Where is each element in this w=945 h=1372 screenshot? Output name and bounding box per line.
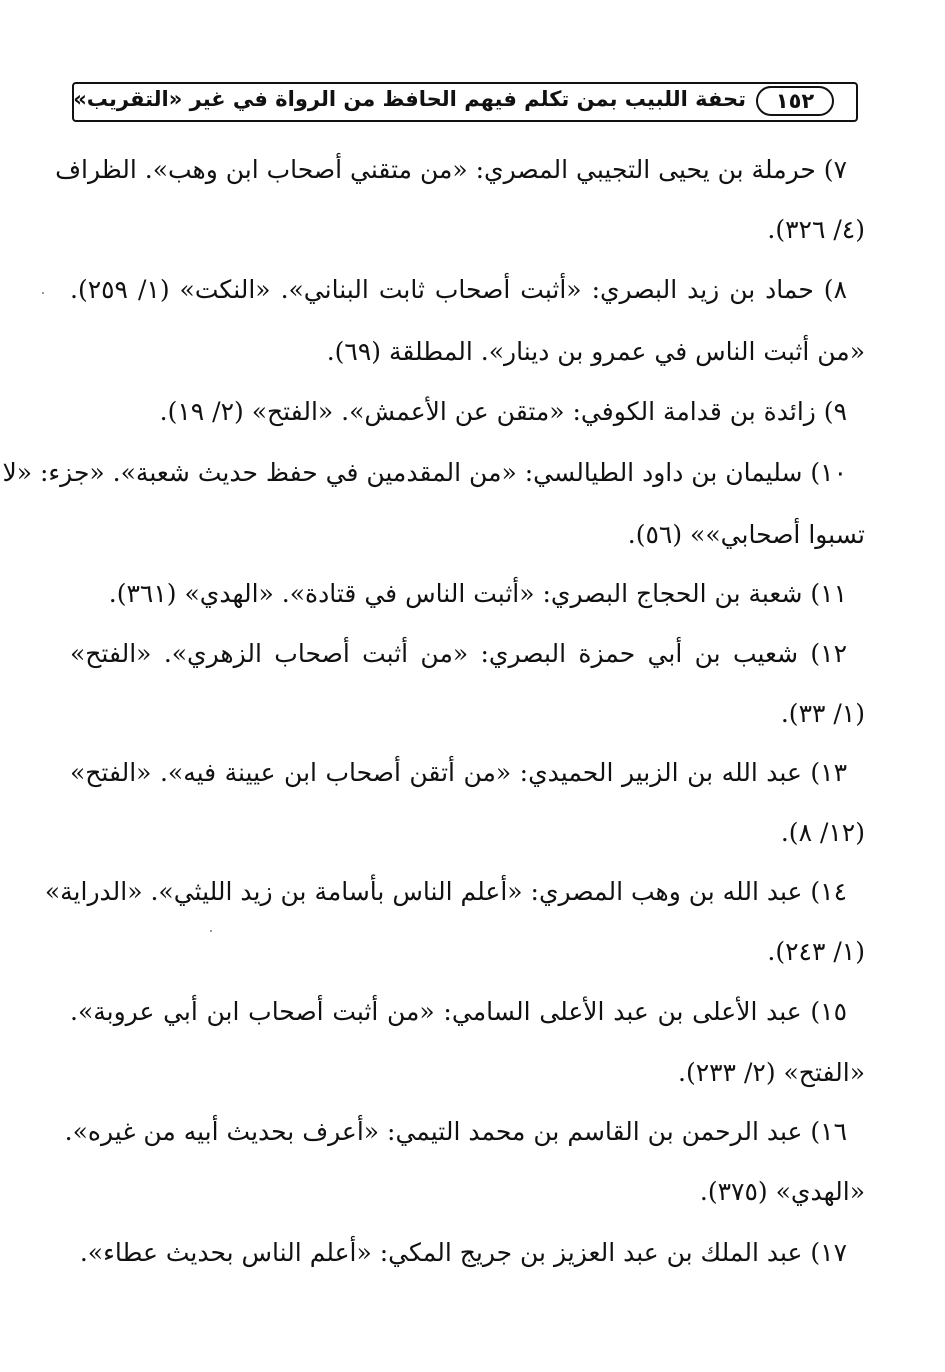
- entry-line: ١٠) سليمان بن داود الطيالسي: «من المقدمين في حفظ حديث شعبة». «جزء: «لا: [2, 458, 847, 487]
- entry-continuation: «الفتح» (٢/ ٢٣٣).: [678, 1058, 865, 1087]
- book-title: تحفة اللبيب بمن تكلم فيهم الحافظ من الرواة في غير «التقريب»: [73, 87, 746, 111]
- entry-line: ١٧) عبد الملك بن عبد العزيز بن جريج المكي: «أعلم الناس بحديث عطاء».: [79, 1238, 847, 1267]
- scan-speck: [210, 930, 212, 932]
- entry-line: ١٦) عبد الرحمن بن القاسم بن محمد التيمي: «أعرف بحديث أبيه من غيره».: [64, 1117, 847, 1146]
- entry-line: ١٤) عبد الله بن وهب المصري: «أعلم الناس بأسامة بن زيد الليثي». «الدراية»: [44, 877, 847, 906]
- entry-continuation: «من أثبت الناس في عمرو بن دينار». المطلقة (٦٩).: [326, 337, 865, 366]
- entry-continuation: (١/ ٣٣).: [780, 699, 865, 728]
- entry-line: ١١) شعبة بن الحجاج البصري: «أثبت الناس في قتادة». «الهدي» (٣٦١).: [108, 579, 847, 608]
- entry-line: ٨) حماد بن زيد البصري: «أثبت أصحاب ثابت البناني». «النكت» (١/ ٢٥٩).: [70, 275, 847, 304]
- entry-line: ٧) حرملة بن يحيى التجيبي المصري: «من متقني أصحاب ابن وهب». الظراف: [55, 155, 847, 184]
- running-header: [72, 82, 858, 122]
- entry-line: ١٢) شعيب بن أبي حمزة البصري: «من أثبت أصحاب الزهري». «الفتح»: [70, 639, 847, 668]
- entry-continuation: (١٢/ ٨).: [780, 818, 865, 847]
- entry-continuation: تسبوا أصحابي»» (٥٦).: [627, 520, 865, 549]
- entry-continuation: «الهدي» (٣٧٥).: [699, 1177, 865, 1206]
- page-number: ١٥٢: [756, 86, 834, 116]
- entry-line: ٩) زائدة بن قدامة الكوفي: «متقن عن الأعمش». «الفتح» (٢/ ١٩).: [159, 397, 847, 426]
- scan-speck: [42, 292, 44, 294]
- entry-continuation: (١/ ٢٤٣).: [767, 937, 865, 966]
- entry-continuation: (٤/ ٣٢٦).: [767, 215, 865, 244]
- entry-line: ١٣) عبد الله بن الزبير الحميدي: «من أتقن أصحاب ابن عيينة فيه». «الفتح»: [70, 758, 847, 787]
- entry-line: ١٥) عبد الأعلى بن عبد الأعلى السامي: «من أثبت أصحاب ابن أبي عروبة».: [70, 997, 847, 1026]
